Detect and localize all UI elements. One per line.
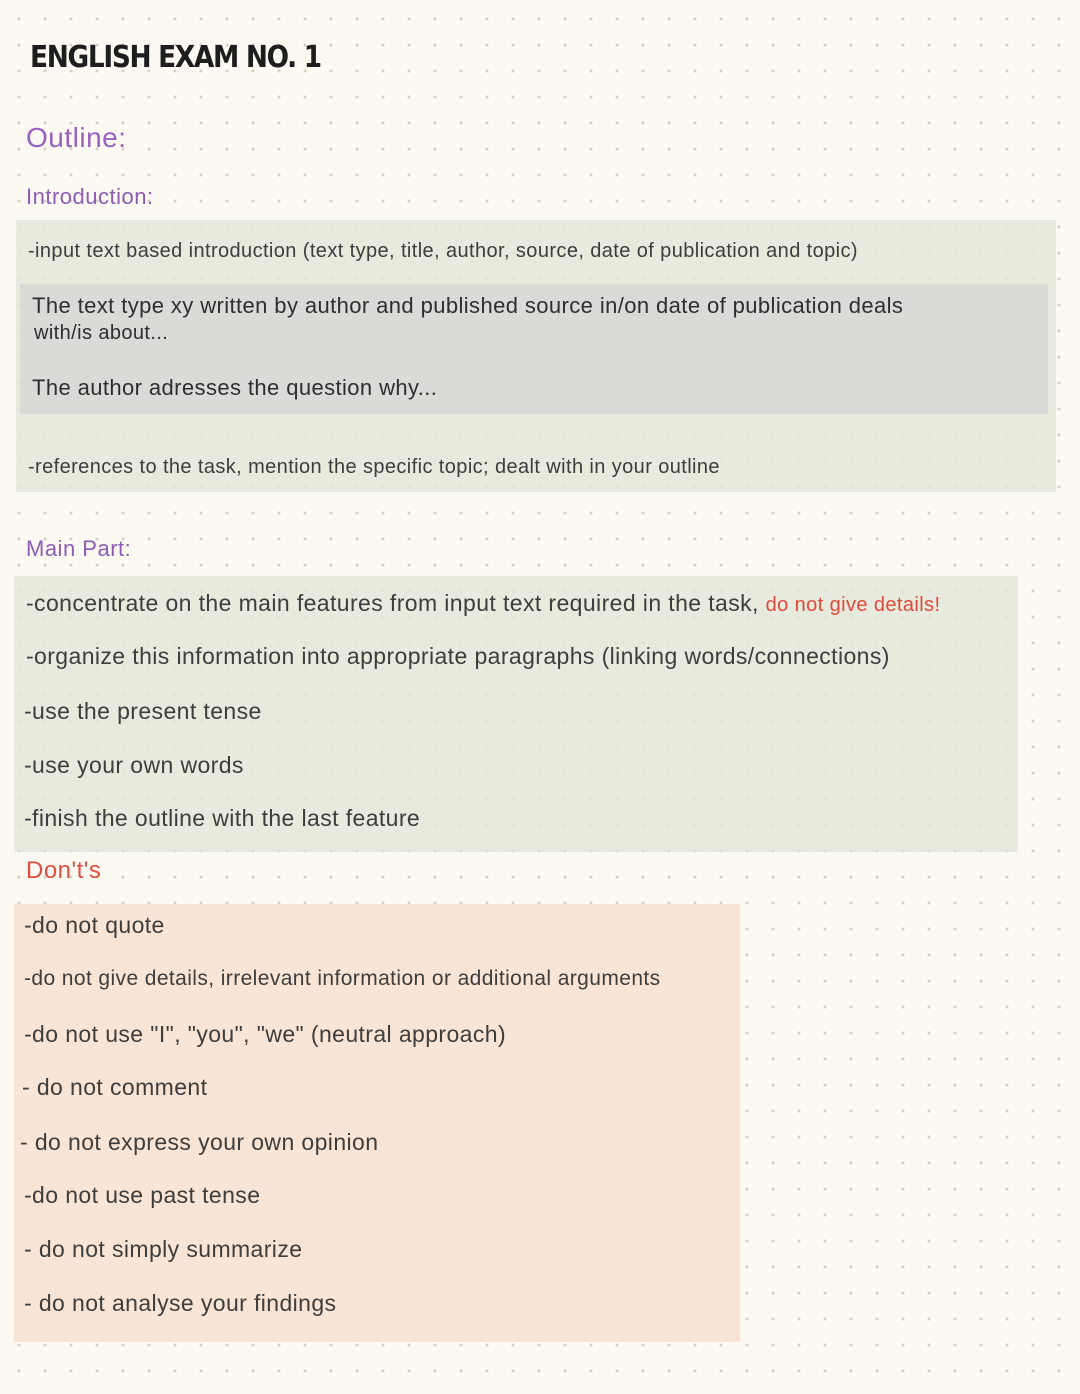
dont-item-8: - do not analyse your findings [24,1290,337,1316]
example-sentence-line-2: with/is about... [34,322,169,344]
main-part-item-1 [26,590,940,617]
intro-bullet-references: -references to the task, mention the specific topic; dealt with in your outline [28,456,720,478]
outline-heading: Outline: [26,122,127,153]
main-part-item-3: -use the present tense [24,698,262,724]
dont-item-3: -do not use "I", "you", "we" (neutral approach) [24,1021,507,1047]
main-part-item-2: -organize this information into appropriate paragraphs (linking words/connections) [26,643,890,669]
example-sentence-line-3: The author adresses the question why... [32,375,438,400]
introduction-heading: Introduction: [26,184,154,209]
donts-heading: Don't's [26,857,102,884]
example-sentence-line-1: The text type xy written by author and published source in/on date of publication deals [32,293,904,318]
main-part-item-1-text: -concentrate on the main features from input text required in the task, [26,590,759,616]
main-part-item-4: -use your own words [24,752,244,778]
intro-bullet-input-text: -input text based introduction (text type, title, author, source, date of publication and topic) [28,240,858,262]
dont-item-7: - do not simply summarize [24,1236,303,1262]
page-title: ENGLISH EXAM NO. 1 [30,40,321,75]
main-part-heading: Main Part: [26,536,132,561]
main-part-item-1-highlight: do not give details! [765,594,941,616]
dont-item-6: -do not use past tense [24,1182,261,1208]
dont-item-5: - do not express your own opinion [20,1129,379,1155]
main-part-item-5: -finish the outline with the last feature [24,805,421,831]
dont-item-1: -do not quote [24,912,165,938]
dont-item-2: -do not give details, irrelevant information or additional arguments [24,967,661,990]
dont-item-4: - do not comment [22,1074,208,1100]
